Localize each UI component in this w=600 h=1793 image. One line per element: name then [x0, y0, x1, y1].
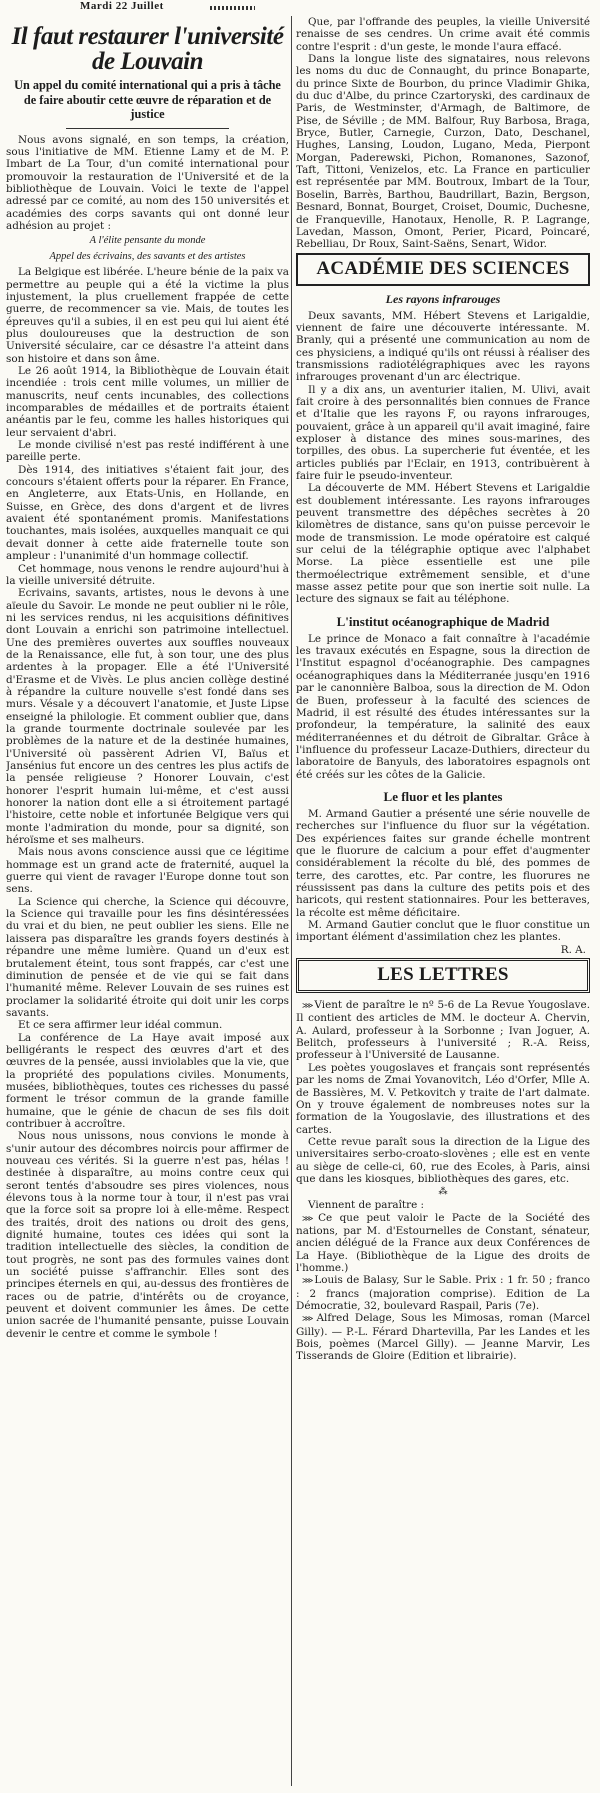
masthead [0, 0, 600, 14]
intro-paragraph: Nous avons signalé, en son temps, la création, sous l'initiative de MM. Etienne Lamy et de M. P. Imbart de La Tour, d'un comité international pour promouvoir la restauration de l'Université et de la bibliothèque de Louvain. Voici le texte de l'appel adressé par ce comité, au nom des 150 universités et académies des corps savants qui ont donné leur adhésion au projet : [6, 133, 289, 232]
body-paragraph: La Belgique est libérée. L'heure bénie de la paix va permettre au peuple qui a été la victime la plus injustement, la plus cruellement frappée de cette guerre, de recommencer sa vie. Mais, de toutes les épreuves qu'il a subies, il en est peu qui lui aient été plus douloureuses que la destruction de son Université séculaire, car ce désastre l'a atteint dans son histoire et dans son âme. [6, 266, 289, 365]
left-column [6, 16, 289, 1791]
body-paragraph: La Science qui cherche, la Science qui découvre, la Science qui travaille pour les fins désintéressées du vrai et du bien, ne peut oublier les siens. Elle ne laissera pas disparaître les grands foyers destinés à répandre une même lumière. Quand un d'eux est brutalement éteint, tous sont frappés, car c'est une diminution de pensée et de vie qui se fait dans l'humanité même. Relever Louvain de ses ruines est proclamer la solidarité étroite qui doit unir les corps savants. [6, 895, 289, 1019]
bullet-mark-icon: ⋙ [302, 1001, 315, 1011]
body-paragraph: Cette revue paraît sous la direction de la Ligue des universitaires serbo-croato-slovènes ; elle est en vente au siège de celle-ci, 60, rue des Ecoles, à Paris, ainsi que dans les kiosques, bibliothèques des gares, etc. [296, 1135, 590, 1185]
body-paragraph: M. Armand Gautier conclut que le fluor constitue un important élément d'assimilation chez les plantes. [296, 919, 590, 944]
body-paragraph: Les poètes yougoslaves et français sont représentés par les noms de Zmai Yovanovitch, Léo d'Orfer, Mlle A. de Bassières, M. V. Petkovitch y traite de l'art dalmate. On y trouve également de nombreuses notes sur la formation de la Yougoslavie, des illustrations et des cartes. [296, 1061, 590, 1136]
lettres-section-header [296, 958, 590, 993]
publications-heading: Viennent de paraître : [308, 1199, 425, 1212]
body-paragraph: Il y a dix ans, un aventurier italien, M. Ulivi, avait fait croire à des personnalités bien connues de France et d'Italie que les rayons F, ou rayons infrarouges, pouvaient, grâce à un appareil qu'il avait imaginé, faire exploser à distance des mines sous-marines, des torpilles, des obus. La supercherie fut éventée, et les articles publiés par l'Eclair, en 1913, contribuèrent à faire fuir le pseudo-inventeur. [296, 383, 590, 482]
publication-item [296, 1312, 590, 1362]
bullet-mark-icon: ⋙ [302, 1276, 315, 1286]
publication-item-text: Louis de Balasy, Sur le Sable. Prix : 1 fr. 50 ; franco : 2 francs (majoration comprise). Edition de La Démocratie, 32, boulevard Raspail, Paris (7e). [296, 1274, 590, 1312]
signatories-paragraph: Dans la longue liste des signataires, nous relevons les noms du duc de Connaught, du prince Bonaparte, du prince Sixte de Bourbon, du prince Vladimir Ghika, du duc d'Albe, du prince Czartoryski, des cardinaux de Paris, de Westminster, d'Armagh, de Baltimore, de Pise, de Séville ; de MM. Balfour, Ruy Barbosa, Braga, Bryce, Butler, Carnegie, Curzon, Dato, Deschanel, Hughes, Lansing, Loudon, Lugano, Meda, Pierpont Morgan, Paderewski, Pichon, Romanones, Sazonof, Taft, Tittoni, Venizelos, etc. La France en particulier est représentée par MM. Boutroux, Imbart de la Tour, Boselin, Barrès, Barthou, Baudrillart, Bazin, Bergson, Besnard, Bonnat, Bourget, Croiset, Doumic, Duchesne, de Franqueville, Hanotaux, Henolle, R. P. Lagrange, Lavedan, Masson, Omont, Perier, Picard, Poincaré, Rebelliau, Dr Roux, Saint-Saëns, Senart, Widor. [296, 53, 590, 251]
body-paragraph: La découverte de MM. Hébert Stevens et Larigaldie est doublement intéressante. Les rayons infrarouges peuvent transmettre des dépêches secrètes à 20 kilomètres de distance, sans qu'on puisse percevoir le mode de transmission. Le mode opératoire est calqué sur celui de la télégraphie optique avec l'alphabet Morse. La pièce essentielle est une pile thermoélectrique extrêmement sensible, et d'une masse assez petite pour que son inertie soit nulle. La lecture des signaux se fait au téléphone. [296, 482, 590, 606]
lettres-title: LES LETTRES [377, 964, 509, 986]
publication-item [296, 1212, 590, 1275]
bullet-mark-icon: ⋙ [302, 1314, 317, 1324]
academie-section-header [296, 253, 590, 286]
lettres-item-text: Vient de paraître le nº 5-6 de La Revue Yougoslave. Il contient des articles de MM. le docteur A. Chervin, A. Aulard, professeur à la Sorbonne ; Ivan Joguer, A. Belitch, professeurs à l'université ; R.-A. Reiss, professeur à l'Université de Lausanne. [296, 999, 590, 1062]
issue-date: Mardi 22 Juillet [80, 0, 164, 12]
bullet-mark-icon: ⋙ [302, 1213, 319, 1223]
body-paragraph: Le 26 août 1914, la Bibliothèque de Louvain était incendiée : trois cent mille volumes, un millier de manuscrits, neuf cents incunables, des collections incomparables de médailles et de portraits étaient anéantis par le feu, comme les halles historiques qui leur servaient d'abri. [6, 365, 289, 439]
asterism-divider: ⁂ [438, 1187, 448, 1198]
column-separator [291, 16, 292, 1786]
article-signature: R. A. [560, 943, 586, 956]
publication-item-text: Alfred Delage, Sous les Mimosas, roman (Marcel Gilly). — P.-L. Férard Dhartevilla, Par les Landes et les Bois, poèmes (Marcel Gilly). — Jeanne Marvir, Les Tisserands de Gloire (Edition et librairie). [296, 1312, 590, 1363]
body-paragraph: Dès 1914, des initiatives s'étaient fait jour, des concours s'étaient offerts pour la réparer. En France, en Angleterre, aux Etats-Unis, en Hollande, en Suisse, en Grèce, des dons d'argent et de livres avaient été spontanément promis. Manifestations touchantes, mais isolées, auxquelles manquait ce qui devait donner à cette aide fraternelle toute son ampleur : l'unanimité d'un hommage collectif. [6, 463, 289, 563]
body-paragraph: Cet hommage, nous venons le rendre aujourd'hui à la vieille université détruite. [6, 562, 289, 587]
right-column [296, 16, 590, 1791]
body-paragraph: Deux savants, MM. Hébert Stevens et Larigaldie, viennent de faire une découverte intéressante. M. Branly, qui a présenté une communication au nom de ces physiciens, a indiqué qu'ils ont réussi à réaliser des transmissions radiotélégraphiques avec les rayons infrarouges provenant d'un arc électrique. [296, 309, 590, 384]
publication-item-text: Ce que peut valoir le Pacte de la Société des nations, par M. d'Estournelles de Constant, sénateur, ancien délégué de la France aux deux Conférences de La Haye. (Bibliothèque de la Ligue des droits de l'homme.) [296, 1211, 590, 1274]
body-paragraph: M. Armand Gautier a présenté une série nouvelle de recherches sur l'influence du fluor sur la végétation. Des expériences faites sur grande échelle montrent que le fluorure de calcium a pour effet d'augmenter considérablement la récolte du blé, des pommes de terre, des carottes, etc. Par contre, les fluorures ne réussissent pas dans la culture des petits pois et des haricots, qui restent stationnaires. Pour les betteraves, la récolte est même déficitaire. [296, 807, 590, 919]
article-subheadline: Un appel du comité international qui a pris à tâche de faire aboutir cette œuvre de réparation et de justice [14, 78, 281, 121]
body-paragraph: Et ce sera affirmer leur idéal commun. [18, 1019, 223, 1032]
publication-item [296, 1274, 590, 1312]
body-paragraph: Le monde civilisé n'est pas resté indifférent à une pareille perte. [6, 439, 289, 464]
headline-rule [66, 128, 229, 129]
article-headline: Il faut restaurer l'université de Louvain [11, 23, 284, 75]
article-title-infrared: Les rayons infrarouges [385, 291, 501, 306]
article-title-fluor: Le fluor et les plantes [383, 788, 503, 804]
body-paragraph: Mais nous avons conscience aussi que ce légitime hommage est un grand acte de fraternité, auquel la guerre qui vient de ravager l'Europe donne tout son sens. [6, 846, 289, 896]
appeal-heading-2: Appel des écrivains, des savants et des artistes [49, 250, 246, 262]
masthead-rule [210, 6, 255, 10]
body-paragraph: Que, par l'offrande des peuples, la vieille Université renaisse de ses cendres. Un crime avait été commis contre l'esprit : d'un geste, le monde l'aura effacé. [296, 16, 590, 53]
lettres-item [296, 999, 590, 1062]
body-paragraph: La conférence de La Haye avait imposé aux belligérants le respect des œuvres d'art et des œuvres de la pensée, aussi inviolables que la vie, que la propriété des populations civiles. Monuments, musées, bibliothèques, toutes ces richesses du passé forment le trésor commun de la grande famille humaine, que le génie de chacun de ses fils doit contribuer à accroître. [6, 1031, 289, 1130]
body-paragraph: Ecrivains, savants, artistes, nous le devons à une aïeule du Savoir. Le monde ne peut oublier ni le rôle, ni les services rendus, ni les acquisitions définitives dont Louvain a enrichi son patrimoine intellectuel. Une des premières ouvertes aux souffles nouveaux de la Renaissance, elle fut, à son tour, une des plus ardentes à la propager. Elle a été l'Université d'Erasme et de Vivès. Le plus ancien collège destiné à répandre la culture nouvelle s'est fondé dans ses murs. Vésale y a découvert l'anatomie, et Juste Lipse enseigné la philologie. Et comment oublier que, dans la grande tourmente doctrinale soulevée par les problèmes de la nature et de la destinée humaines, l'Université où passèrent Adrien VI, Baïus et Jansénius fut encore un des centres les plus actifs de la pensée religieuse ? Honorer Louvain, c'est honorer l'esprit humain lui-même, et c'est aussi honorer la nation dont elle a si étroitement partagé l'histoire, cette noble et infortunée Belgique vers qui monte l'admiration du monde, pour sa dignité, son héroïsme et ses malheurs. [6, 587, 289, 847]
appeal-heading-1: A l'élite pensante du monde [89, 235, 206, 247]
body-paragraph: Le prince de Monaco a fait connaître à l'académie les travaux exécutés en Espagne, sous la direction de l'Institut espagnol d'océanographie. Des campagnes océanographiques dans la Méditerranée jusqu'en 1916 par le canonnière Balboa, sous la direction de M. Odon de Buen, professeur à la faculté des sciences de Madrid, il est résulté des études intéressantes sur la profondeur, la température, la salinité des eaux méditerranéennes et du détroit de Gibraltar. Grâce à l'influence du professeur Lacaze-Duthiers, directeur du laboratoire de Banyuls, des laboratoires espagnols ont été créés sur les côtes de la Galicie. [296, 632, 590, 781]
article-title-oceanographic: L'institut océanographique de Madrid [336, 613, 550, 629]
academie-title: ACADÉMIE DES SCIENCES [316, 257, 570, 279]
body-paragraph: Nous nous unissons, nous convions le monde à s'unir autour des décombres noircis pour affirmer de nouveau ces vérités. Si la guerre n'est pas, hélas ! destinée à disparaître, au moins contre ceux qui seront tentés d'absoudre ses pires violences, nous élevons tous à la norme tour à tour, il n'est pas vrai que la force soit sa propre loi à elle-même. Respect des traités, droit des nations ou droit des gens, dignité humaine, toutes ces idées qui sont la tradition intellectuelle des siècles, la condition de tout progrès, ne sont pas des formules vaines dont un société puisse s'affranchir. Elles sont des principes éternels en qui, au-dessus des frontières de races ou de patrie, d'intérêts ou de croyance, peuvent et doivent communier les âmes. De cette union sacrée de l'humanité pensante, puisse Louvain devenir le centre et comme le symbole ! [6, 1130, 289, 1340]
